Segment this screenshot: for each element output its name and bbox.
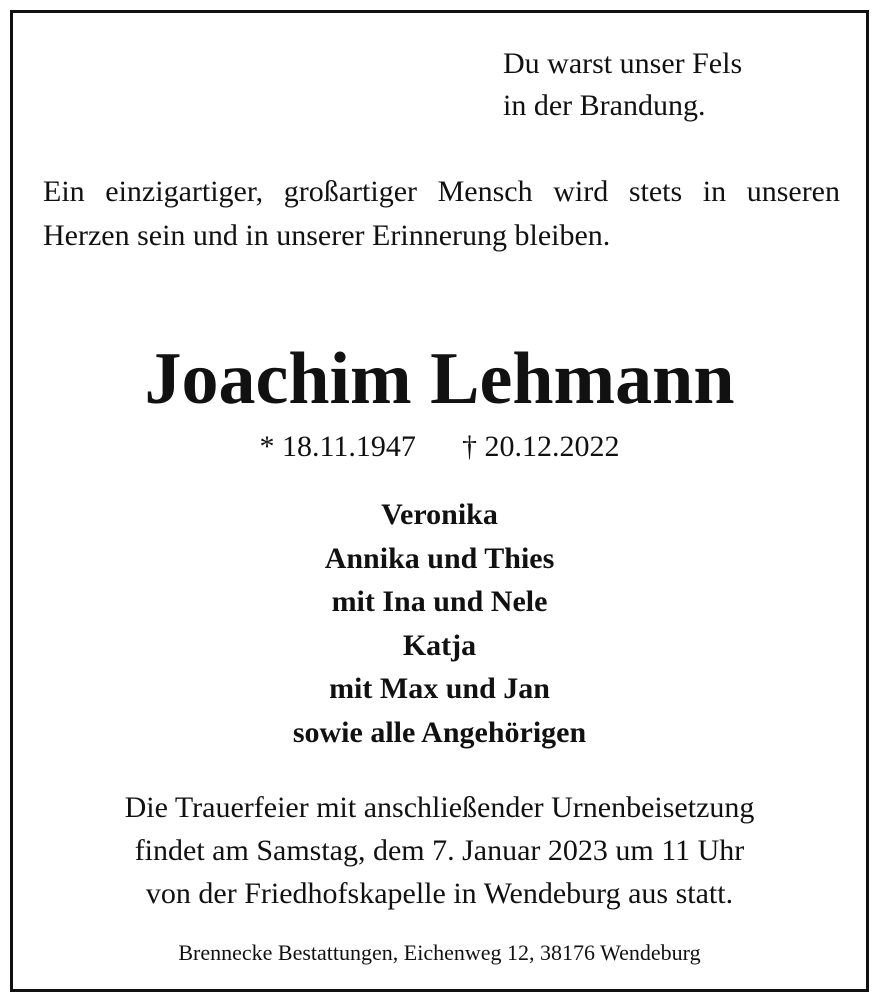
motto-line: Du warst unser Fels	[503, 47, 743, 80]
mourners-list	[13, 493, 866, 754]
birth-date: * 18.11.1947	[259, 430, 416, 463]
mourner-line: sowie alle Angehörigen	[292, 715, 587, 749]
ceremony-line: findet am Samstag, dem 7. Januar 2023 um 11 Uhr	[134, 834, 745, 867]
mourner-line: Annika und Thies	[324, 541, 555, 575]
motto-quote	[503, 43, 742, 127]
ceremony-line: Die Trauerfeier mit anschließender Urnenbeisetzung	[124, 791, 755, 824]
motto-line: in der Brandung.	[503, 89, 706, 122]
mourner-line: mit Ina und Nele	[331, 585, 548, 618]
funeral-home-address: Brennecke Bestattungen, Eichenweg 12, 38176 Wendeburg	[178, 940, 701, 965]
mourner-line: Katja	[402, 628, 477, 662]
mourner-line: mit Max und Jan	[329, 672, 550, 705]
life-dates	[13, 425, 866, 469]
ceremony-notice	[13, 786, 866, 915]
mourner-line: Veronika	[381, 498, 498, 531]
death-date: † 20.12.2022	[461, 430, 620, 463]
deceased-name: Joachim Lehmann	[144, 338, 735, 420]
ceremony-line: von der Friedhofskapelle in Wendeburg aus statt.	[145, 877, 734, 910]
intro-paragraph: Ein einzigartiger, großartiger Mensch wird stets in unseren Herzen sein und in unserer Erinnerung bleiben.	[43, 175, 840, 252]
obituary-frame	[10, 10, 869, 992]
